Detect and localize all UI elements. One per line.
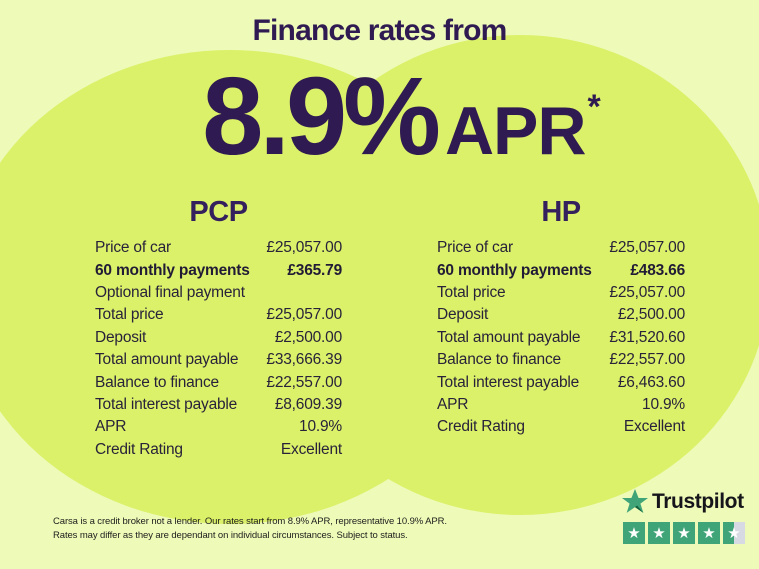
table-row	[437, 304, 685, 326]
table-row	[437, 237, 685, 259]
row-value: £25,057.00	[609, 283, 685, 301]
rate-unit: APR	[444, 93, 586, 169]
row-value: £25,057.00	[266, 239, 342, 257]
row-label: Credit Rating	[95, 440, 183, 458]
row-label: 60 monthly payments	[437, 261, 592, 279]
table-row	[437, 416, 685, 438]
row-label: Price of car	[437, 239, 513, 257]
trustpilot-star-icon	[622, 489, 648, 514]
pcp-heading: PCP	[189, 196, 248, 228]
rate-footnote-marker: *	[587, 88, 601, 126]
row-label: Balance to finance	[95, 373, 219, 391]
row-label: APR	[437, 395, 469, 413]
row-label: Total interest payable	[437, 373, 580, 391]
star-icon: ★	[677, 524, 691, 542]
row-value: £22,557.00	[609, 351, 685, 369]
promo-title: Finance rates from	[252, 14, 507, 47]
row-value: £8,609.39	[274, 395, 342, 413]
star-icon: ★	[627, 524, 641, 542]
row-value: £25,057.00	[266, 306, 342, 324]
pcp-table	[95, 237, 342, 461]
row-value: £483.66	[630, 261, 685, 279]
table-row	[437, 259, 685, 281]
row-value: £25,057.00	[609, 239, 685, 257]
disclaimer	[53, 515, 448, 542]
row-value: £33,666.39	[266, 351, 342, 369]
trustpilot-star-box	[698, 522, 720, 544]
row-value: 10.9%	[642, 395, 685, 413]
table-row	[95, 416, 342, 438]
row-label: Total price	[437, 283, 506, 301]
table-row	[95, 304, 342, 326]
disclaimer-line-2: Rates may differ as they are dependant on individual circumstances. Subject to status.	[53, 529, 408, 541]
row-label: 60 monthly payments	[95, 261, 250, 279]
table-row	[95, 371, 342, 393]
row-value: £365.79	[287, 261, 342, 279]
star-icon: ★	[702, 524, 716, 542]
hp-table	[437, 237, 685, 439]
trustpilot-star-box	[673, 522, 695, 544]
table-row	[95, 282, 342, 304]
headline-rate	[22, 55, 759, 178]
trustpilot-star-box	[723, 522, 745, 544]
table-row	[95, 237, 342, 259]
rate-value: 8.9%	[202, 55, 437, 178]
table-row	[437, 371, 685, 393]
table-row	[95, 327, 342, 349]
row-label: Price of car	[95, 239, 171, 257]
table-row	[437, 349, 685, 371]
table-row	[95, 439, 342, 461]
trustpilot-wordmark: Trustpilot	[652, 489, 744, 513]
trustpilot-star-box	[623, 522, 645, 544]
table-row	[437, 394, 685, 416]
trustpilot-stars[interactable]	[623, 522, 745, 544]
trustpilot-logo[interactable]	[622, 489, 744, 514]
row-label: Total interest payable	[95, 395, 238, 413]
table-row	[437, 327, 685, 349]
row-value: Excellent	[280, 440, 342, 458]
disclaimer-line-1: Carsa is a credit broker not a lender. Our rates start from 8.9% APR, representative 10.9% APR.	[53, 516, 447, 527]
row-label: Deposit	[437, 306, 489, 324]
row-label: Credit Rating	[437, 418, 525, 436]
row-value: £6,463.60	[617, 373, 685, 391]
table-row	[437, 282, 685, 304]
row-value: £2,500.00	[274, 328, 342, 346]
row-value: £2,500.00	[617, 306, 685, 324]
row-label: Total amount payable	[437, 328, 581, 346]
table-row	[95, 349, 342, 371]
row-label: Total price	[95, 306, 164, 324]
hp-heading: HP	[541, 196, 581, 228]
star-icon: ★	[727, 524, 741, 542]
row-value: £22,557.00	[266, 373, 342, 391]
star-icon: ★	[652, 524, 666, 542]
table-row	[95, 394, 342, 416]
row-label: Optional final payment	[95, 283, 245, 301]
row-label: Balance to finance	[437, 351, 561, 369]
row-label: APR	[95, 418, 127, 436]
row-label: Total amount payable	[95, 351, 239, 369]
trustpilot-star-box	[648, 522, 670, 544]
row-value: 10.9%	[299, 418, 342, 436]
table-row	[95, 259, 342, 281]
row-value: Excellent	[623, 418, 685, 436]
row-value: £31,520.60	[609, 328, 685, 346]
row-label: Deposit	[95, 328, 147, 346]
